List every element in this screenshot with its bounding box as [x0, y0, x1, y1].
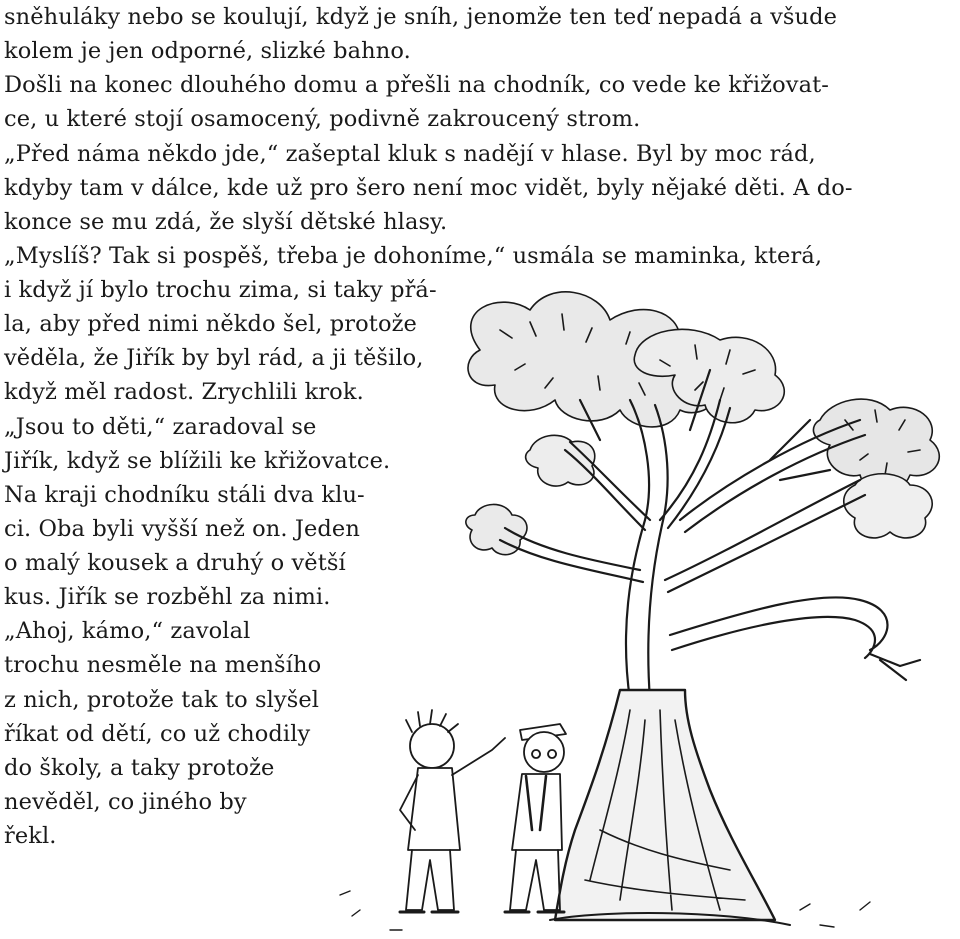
text-line: Jiřík, když se blížili ke křižovatce. [4, 448, 391, 474]
text-line: nevěděl, co jiného by [4, 789, 247, 815]
text-line: la, aby před nimi někdo šel, protože [4, 311, 417, 337]
text-line: Došli na konec dlouhého domu a přešli na chodník, co vede ke křižovat- [4, 72, 829, 98]
text-line: z nich, protože tak to slyšel [4, 687, 320, 713]
boy-left-figure [400, 710, 505, 912]
text-line: kdyby tam v dálce, kde už pro šero není moc vidět, byly nějaké děti. A do- [4, 175, 853, 201]
tree-foliage [466, 292, 939, 555]
text-line: ce, u které stojí osamocený, podivně zakroucený strom. [4, 106, 641, 132]
tree-trunk [550, 690, 790, 925]
text-line: „Myslíš? Tak si pospěš, třeba je dohoníme,“ usmála se maminka, která, [4, 243, 823, 269]
text-line: i když jí bylo trochu zima, si taky přá- [4, 277, 437, 303]
boy-right-figure [505, 724, 566, 912]
text-line: kolem je jen odporné, slizké bahno. [4, 38, 411, 64]
text-line: konce se mu zdá, že slyší dětské hlasy. [4, 209, 448, 235]
text-line: „Ahoj, kámo,“ zavolal [4, 618, 251, 644]
tree-illustration [300, 270, 960, 939]
text-line: řekl. [4, 823, 57, 849]
text-line: když měl radost. Zrychlili krok. [4, 379, 364, 405]
text-line: Na kraji chodníku stáli dva klu- [4, 482, 365, 508]
text-line: trochu nesměle na menšího [4, 652, 322, 678]
text-line: věděla, že Jiřík by byl rád, a ji těšilo, [4, 345, 424, 371]
text-line: „Před náma někdo jde,“ zašeptal kluk s nadějí v hlase. Byl by moc rád, [4, 141, 816, 167]
text-line: kus. Jiřík se rozběhl za nimi. [4, 584, 331, 610]
text-line: říkat od dětí, co už chodily [4, 721, 311, 747]
text-line: do školy, a taky protože [4, 755, 275, 781]
text-line: o malý kousek a druhý o větší [4, 550, 346, 576]
text-line: sněhuláky nebo se koulují, když je sníh, jenomže ten teď nepadá a všude [4, 4, 838, 30]
text-line: „Jsou to děti,“ zaradoval se [4, 414, 317, 440]
text-line: ci. Oba byli vyšší než on. Jeden [4, 516, 360, 542]
